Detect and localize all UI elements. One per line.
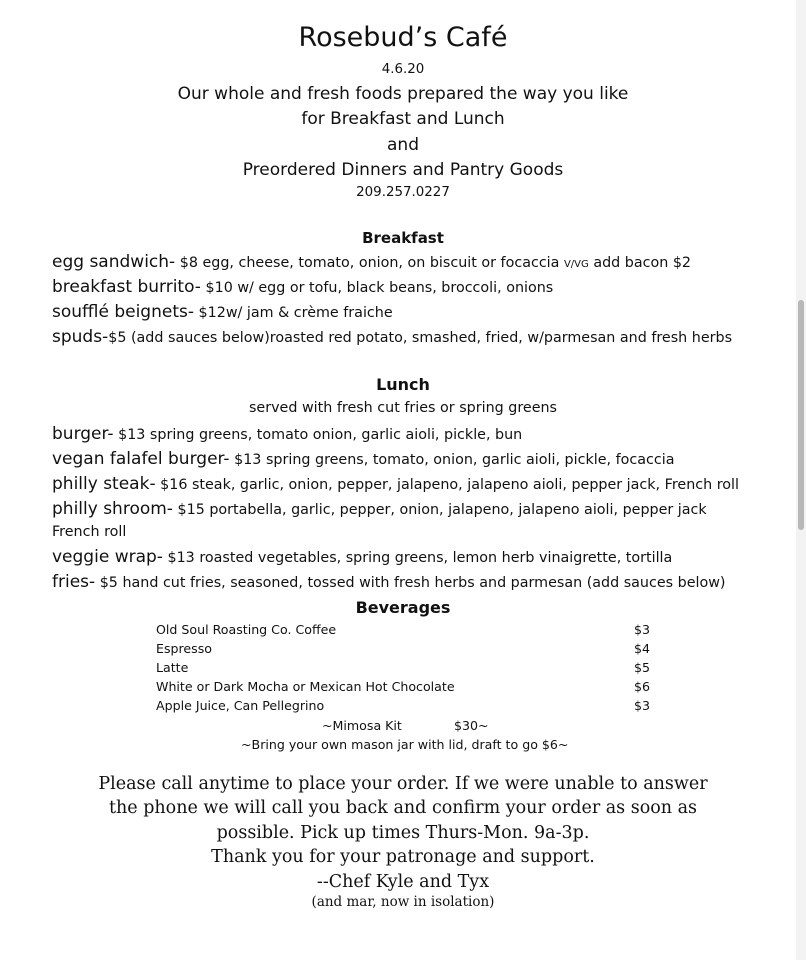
footer-line-4: Thank you for your patronage and support. <box>211 847 595 867</box>
scrollbar-thumb[interactable] <box>798 300 804 530</box>
menu-item-egg-sandwich <box>52 252 691 272</box>
lunch-heading: Lunch <box>376 375 430 394</box>
beverage-price: $4 <box>633 641 650 656</box>
lunch-subheading: served with fresh cut fries or spring greens <box>248 400 558 416</box>
item-name: soufflé beignets- <box>52 302 194 322</box>
item-name: burger- <box>52 424 114 444</box>
beverage-price: $3 <box>633 698 650 713</box>
beverage-name: Apple Juice, Can Pellegrino <box>156 698 325 713</box>
item-desc: $13 spring greens, tomato onion, garlic aioli, pickle, bun <box>113 427 523 443</box>
beverage-name: Latte <box>156 660 189 675</box>
footer-line-3: possible. Pick up times Thurs-Mon. 9a-3p. <box>216 823 590 843</box>
footer-line-2: the phone we will call you back and confirm your order as soon as <box>108 798 698 818</box>
menu-item-veggie-wrap <box>52 547 672 567</box>
item-extra: add bacon $2 <box>588 255 692 271</box>
item-name: veggie wrap- <box>52 547 163 567</box>
item-name: philly steak- <box>52 474 156 494</box>
menu-item-spuds <box>52 327 732 347</box>
item-desc: $13 spring greens, tomato, onion, garlic aioli, pickle, focaccia <box>229 452 675 468</box>
menu-item-philly-shroom-continuation: French roll <box>52 524 127 540</box>
item-desc: $12w/ jam & crème fraiche <box>194 305 393 321</box>
beverage-price: $5 <box>633 660 650 675</box>
item-desc: $13 roasted vegetables, spring greens, lemon herb vinaigrette, tortilla <box>162 550 673 566</box>
beverage-price: $3 <box>633 622 650 637</box>
menu-item-souffle-beignets <box>52 302 393 322</box>
mason-jar-note: ~Bring your own mason jar with lid, draft to go $6~ <box>241 737 569 752</box>
menu-date: 4.6.20 <box>381 62 425 77</box>
tagline-line-1: Our whole and fresh foods prepared the way you like <box>177 84 629 104</box>
beverages-heading: Beverages <box>355 598 451 617</box>
item-name: breakfast burrito- <box>52 277 201 297</box>
item-desc: $5 hand cut fries, seasoned, tossed with fresh herbs and parmesan (add sauces below) <box>95 575 726 591</box>
item-name: spuds- <box>52 327 109 347</box>
menu-item-philly-shroom <box>52 499 707 519</box>
item-desc: $8 egg, cheese, tomato, onion, on biscuit or focaccia <box>175 255 564 271</box>
menu-item-breakfast-burrito <box>52 277 553 297</box>
menu-item-burger <box>52 424 522 444</box>
item-name: vegan falafel burger- <box>52 449 230 469</box>
item-name: fries- <box>52 572 96 592</box>
item-name: philly shroom- <box>52 499 173 519</box>
diet-tag: V/VG <box>563 259 589 270</box>
mimosa-kit-price: $30~ <box>454 718 489 733</box>
footer-line-1: Please call anytime to place your order. If we were unable to answer <box>98 774 708 794</box>
item-desc: $15 portabella, garlic, pepper, onion, jalapeno, jalapeno aioli, pepper jack <box>172 502 707 518</box>
tagline-line-3: and <box>387 135 419 155</box>
item-desc: $10 w/ egg or tofu, black beans, broccoli, onions <box>200 280 554 296</box>
menu-item-fries <box>52 572 726 592</box>
tagline-line-2: for Breakfast and Lunch <box>301 109 505 129</box>
item-desc: $16 steak, garlic, onion, pepper, jalapeno, jalapeno aioli, pepper jack, French roll <box>155 477 739 493</box>
beverage-price: $6 <box>633 679 650 694</box>
cafe-title: Rosebud’s Café <box>298 22 508 53</box>
item-name: egg sandwich- <box>52 252 176 272</box>
beverage-name: White or Dark Mocha or Mexican Hot Chocolate <box>156 679 455 694</box>
menu-item-philly-steak <box>52 474 739 494</box>
breakfast-heading: Breakfast <box>362 229 444 247</box>
beverage-name: Old Soul Roasting Co. Coffee <box>156 622 337 637</box>
signature-line: --Chef Kyle and Tyx <box>316 872 490 892</box>
vertical-scrollbar[interactable] <box>796 0 806 960</box>
mimosa-kit-label: ~Mimosa Kit <box>322 718 402 733</box>
item-desc: $5 (add sauces below)roasted red potato, smashed, fried, w/parmesan and fresh herbs <box>108 330 733 346</box>
isolation-note: (and mar, now in isolation) <box>311 894 495 910</box>
phone-number: 209.257.0227 <box>356 185 450 200</box>
tagline-line-4: Preordered Dinners and Pantry Goods <box>242 160 564 180</box>
menu-item-vegan-falafel-burger <box>52 449 674 469</box>
beverage-name: Espresso <box>156 641 212 656</box>
